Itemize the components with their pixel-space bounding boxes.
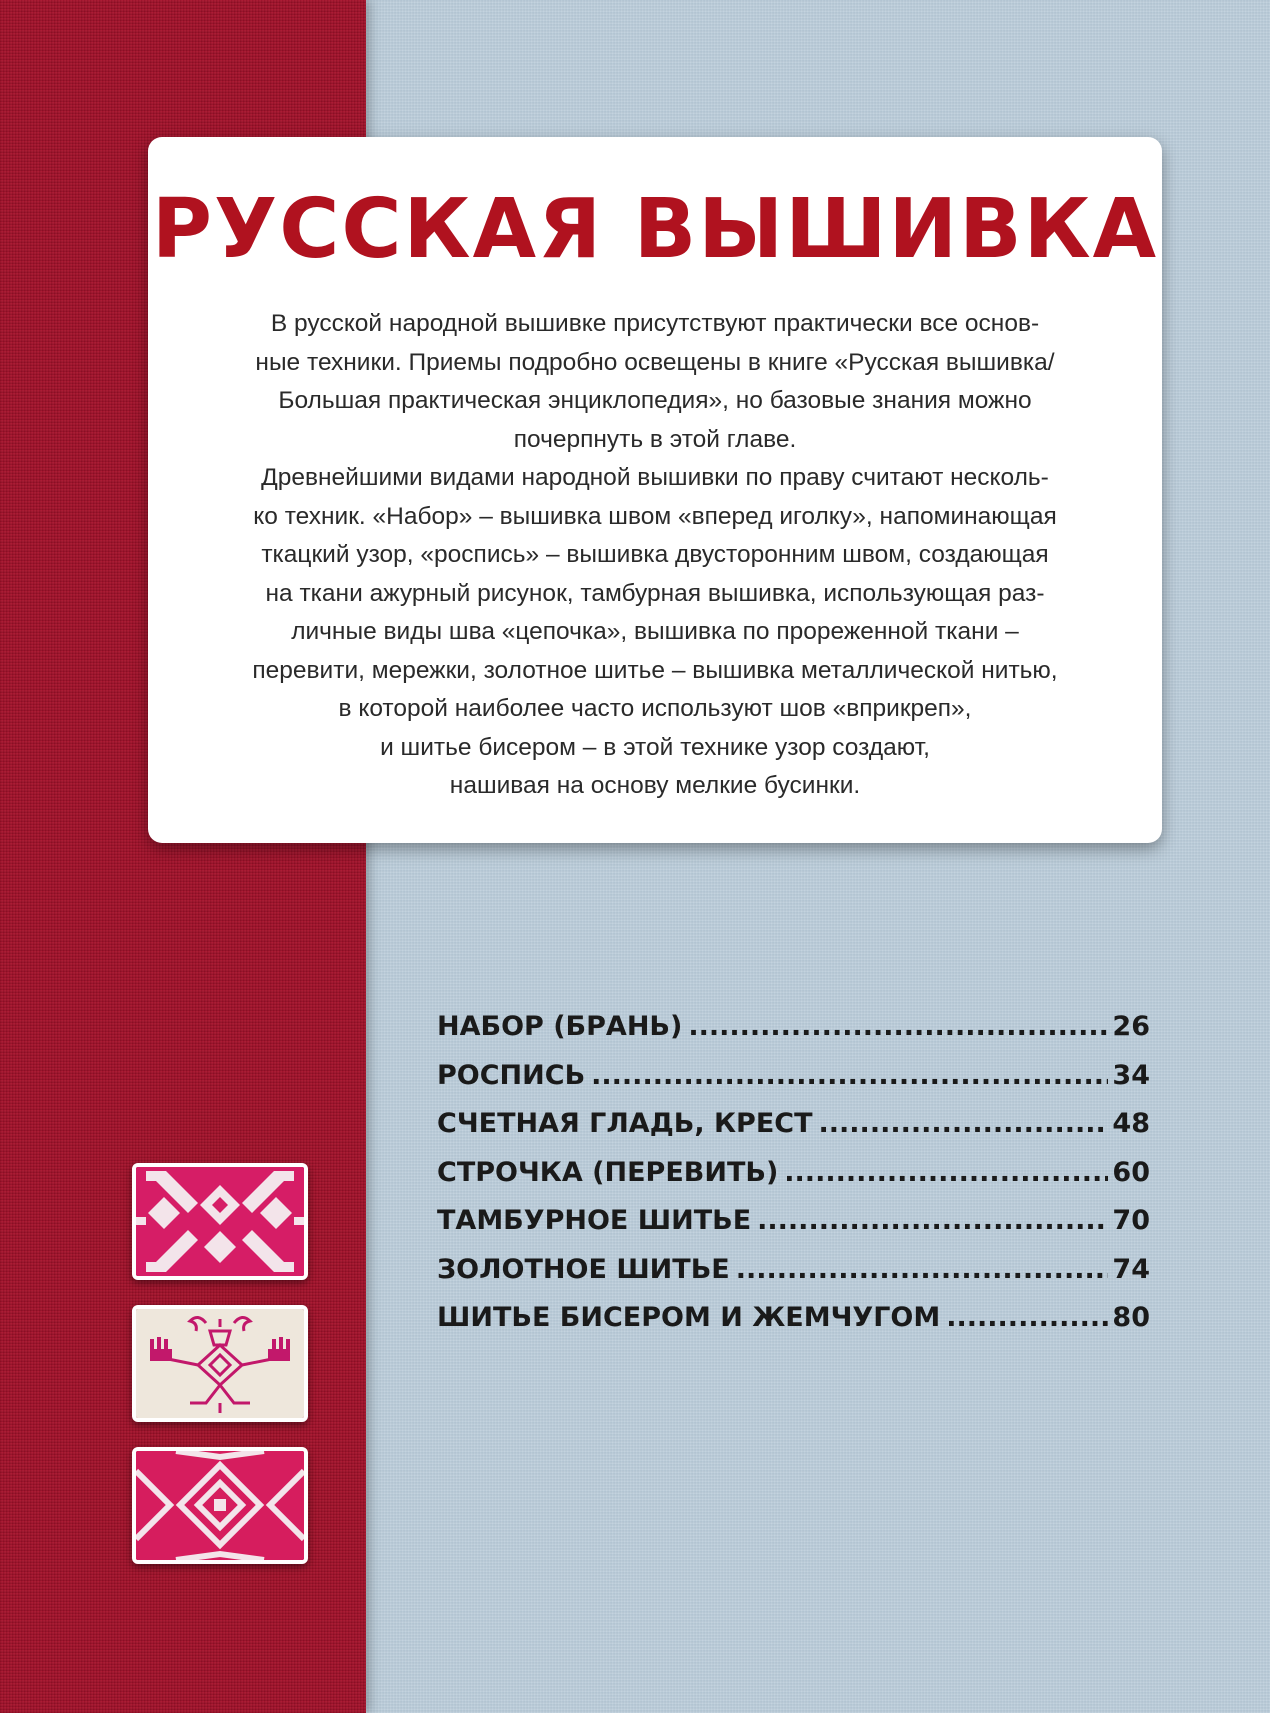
geometric-pattern-swatch xyxy=(132,1163,308,1280)
intro-line: на ткани ажурный рисунок, тамбурная вышивка, использующая раз- xyxy=(265,579,1045,607)
intro-line: личные виды шва «цепочка», вышивка по прореженной ткани – xyxy=(291,618,1019,645)
toc-entry-zolotnoe[interactable] xyxy=(437,1246,1150,1295)
toc-leader-dots xyxy=(736,1246,1109,1295)
embroidery-pattern-image xyxy=(136,1167,304,1276)
toc-page-number: 60 xyxy=(1112,1156,1150,1188)
toc-label: РОСПИСЬ xyxy=(437,1059,586,1091)
toc-entry-schetnaya-glad[interactable] xyxy=(437,1100,1150,1149)
toc-page-number: 70 xyxy=(1112,1205,1150,1236)
toc-entry-biser[interactable] xyxy=(437,1294,1150,1343)
intro-line: ко техник. «Набор» – вышивка швом «вперед иголку», напоминающая xyxy=(253,502,1057,530)
toc-label: СТРОЧКА (ПЕРЕВИТЬ) xyxy=(437,1156,779,1188)
intro-card xyxy=(148,137,1162,843)
toc-label: ТАМБУРНОЕ ШИТЬЕ xyxy=(437,1205,752,1236)
intro-line: и шитье бисером – в этой технике узор создают, xyxy=(380,733,930,761)
intro-line: ткацкий узор, «роспись» – вышивка двусторонним швом, создающая xyxy=(261,541,1049,568)
embroidery-pattern-image xyxy=(136,1451,304,1560)
intro-line: В русской народной вышивке присутствуют практически все основ- xyxy=(270,310,1040,337)
toc-entry-strochka[interactable] xyxy=(437,1149,1150,1198)
toc-leader-dots xyxy=(591,1052,1108,1101)
toc-label: НАБОР (БРАНЬ) xyxy=(437,1011,683,1042)
toc-page-number: 74 xyxy=(1112,1253,1150,1285)
toc-leader-dots xyxy=(757,1197,1108,1246)
figure-motif-swatch xyxy=(132,1305,308,1422)
toc-page-number: 34 xyxy=(1112,1059,1150,1091)
intro-line: Большая практическая энциклопедия», но базовые знания можно xyxy=(278,387,1032,414)
toc-page-number: 26 xyxy=(1112,1011,1150,1042)
toc-page-number: 48 xyxy=(1112,1108,1150,1139)
embroidery-pattern-image xyxy=(136,1309,304,1418)
intro-line: перевити, мережки, золотное шитье – вышивка металлической нитью, xyxy=(252,656,1058,684)
intro-line: в которой наиболее часто используют шов «вприкреп», xyxy=(338,695,972,722)
toc-leader-dots xyxy=(819,1100,1109,1149)
toc-leader-dots xyxy=(688,1003,1108,1052)
intro-line: почерпнуть в этой главе. xyxy=(513,425,797,453)
intro-text xyxy=(188,305,1122,806)
table-of-contents xyxy=(437,1003,1150,1343)
toc-entry-tamburnoe[interactable] xyxy=(437,1197,1150,1246)
rhombus-pattern-swatch xyxy=(132,1447,308,1564)
toc-label: ЗОЛОТНОЕ ШИТЬЕ xyxy=(437,1253,730,1285)
toc-entry-nabor[interactable] xyxy=(437,1003,1150,1052)
toc-label: ШИТЬЕ БИСЕРОМ И ЖЕМЧУГОМ xyxy=(437,1302,941,1333)
page-title: РУССКАЯ ВЫШИВКА xyxy=(151,182,1159,277)
toc-leader-dots xyxy=(784,1149,1108,1198)
intro-line: нашивая на основу мелкие бусинки. xyxy=(449,772,861,799)
intro-line: Древнейшими видами народной вышивки по праву считают несколь- xyxy=(261,464,1049,491)
toc-entry-rospis[interactable] xyxy=(437,1052,1150,1101)
intro-line: ные техники. Приемы подробно освещены в книге «Русская вышивка/ xyxy=(255,348,1055,376)
toc-leader-dots xyxy=(946,1294,1108,1343)
toc-page-number: 80 xyxy=(1112,1302,1150,1333)
toc-label: СЧЕТНАЯ ГЛАДЬ, КРЕСТ xyxy=(437,1108,813,1139)
